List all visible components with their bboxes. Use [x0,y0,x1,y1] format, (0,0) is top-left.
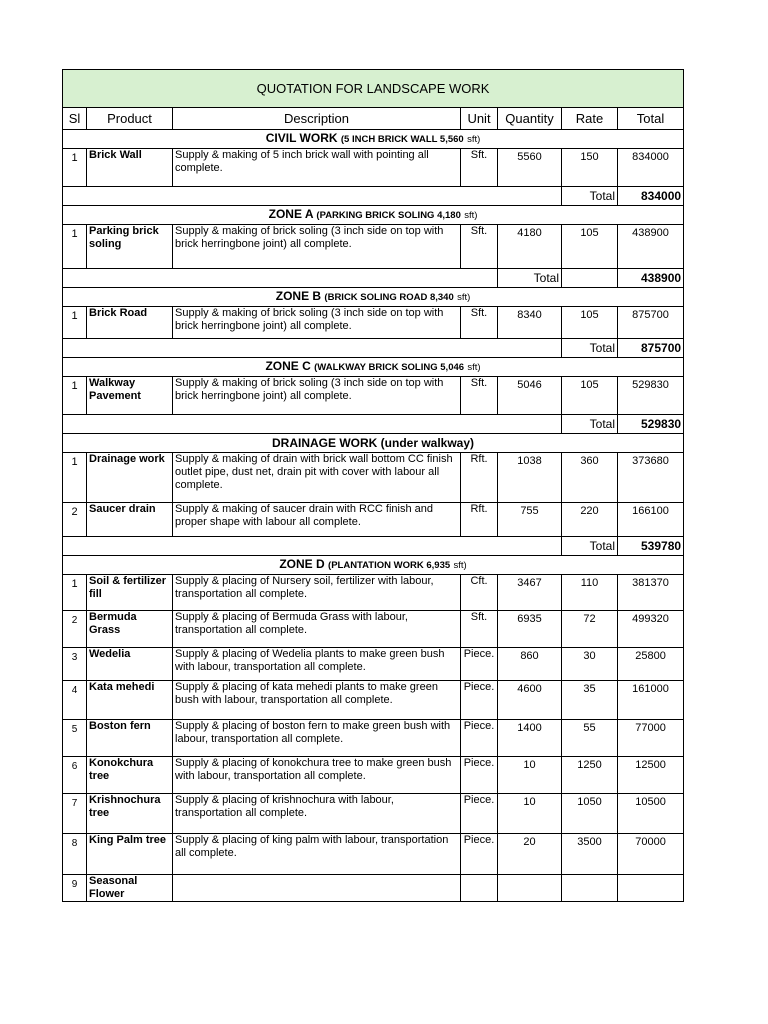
row-unit: Piece. [461,681,498,720]
section-zone-a [63,206,684,225]
section-title: DRAINAGE WORK [272,435,378,450]
section-note-unit: sft) [464,210,478,221]
row-sl: 2 [63,503,87,537]
row-rate: 35 [562,681,618,720]
section-zone-c [63,358,684,377]
section-title: ZONE C [265,359,311,373]
row-quantity: 860 [498,648,562,681]
row-sl: 9 [63,875,87,902]
total-value: 834000 [618,187,684,206]
row-description: Supply & making of drain with brick wall bottom CC finish outlet pipe, dust net, drain pit with cover with labour all complete. [173,453,461,503]
row-unit: Sft. [461,149,498,187]
row-product: Krishnochura tree [87,794,173,834]
row-quantity: 1400 [498,720,562,757]
row-unit: Sft. [461,307,498,339]
page-title: QUOTATION FOR LANDSCAPE WORK [63,70,684,108]
row-description: Supply & making of 5 inch brick wall with pointing all complete. [173,149,461,187]
header-product: Product [87,108,173,130]
row-product: Boston fern [87,720,173,757]
section-title: ZONE B [275,289,322,303]
total-row [63,415,684,434]
row-total: 166100 [618,503,684,537]
row-rate: 1250 [562,757,618,794]
row-total: 373680 [618,453,684,503]
table-row [63,503,684,537]
section-zone-b [63,288,684,307]
row-total: 12500 [618,757,684,794]
header-sl: Sl [63,108,87,130]
row-rate: 150 [562,149,618,187]
row-quantity: 3467 [498,575,562,611]
row-sl: 1 [63,453,87,503]
row-total: 875700 [618,307,684,339]
table-row [63,757,684,794]
row-product: Soil & fertilizer fill [87,575,173,611]
row-sl: 4 [63,681,87,720]
section-note: (5 INCH BRICK WALL 5,560 [340,134,464,145]
row-product: King Palm tree [87,834,173,875]
row-description: Supply & making of brick soling (3 inch side on top with brick herringbone joint) all complete. [173,307,461,339]
row-sl: 1 [63,225,87,269]
row-product: Kata mehedi [87,681,173,720]
section-note-unit: sft) [453,560,467,571]
row-sl: 5 [63,720,87,757]
row-product: Brick Road [87,307,173,339]
row-product: Walkway Pavement [87,377,173,415]
row-quantity: 755 [498,503,562,537]
row-description: Supply & making of saucer drain with RCC finish and proper shape with labour all complete. [173,503,461,537]
row-quantity [498,875,562,902]
row-total: 77000 [618,720,684,757]
total-label: Total [562,187,618,206]
row-sl: 2 [63,611,87,648]
header-total: Total [618,108,684,130]
row-unit: Cft. [461,575,498,611]
table-row [63,611,684,648]
row-rate: 105 [562,307,618,339]
header-unit: Unit [461,108,498,130]
table-row [63,681,684,720]
total-value: 539780 [618,537,684,556]
row-description: Supply & placing of boston fern to make green bush with labour, transportation all complete. [173,720,461,757]
table-row [63,834,684,875]
row-unit: Piece. [461,757,498,794]
row-sl: 1 [63,307,87,339]
section-zone-d [63,556,684,575]
row-unit: Piece. [461,794,498,834]
section-note-unit: sft) [467,134,481,145]
row-product: Konokchura tree [87,757,173,794]
row-rate: 105 [562,225,618,269]
row-sl: 8 [63,834,87,875]
row-rate [562,875,618,902]
table-row [63,453,684,503]
total-value: 529830 [618,415,684,434]
section-note: (PLANTATION WORK 6,935 [328,560,451,571]
row-total: 381370 [618,575,684,611]
row-description: Supply & making of brick soling (3 inch side on top with brick herringbone joint) all complete. [173,377,461,415]
section-note-unit: sft) [457,292,471,303]
section-note: (WALKWAY BRICK SOLING 5,046 [314,362,465,373]
table-row [63,377,684,415]
row-description: Supply & placing of Nursery soil, fertilizer with labour, transportation all complete. [173,575,461,611]
total-row [63,269,684,288]
row-rate: 30 [562,648,618,681]
table-row [63,307,684,339]
row-unit: Rft. [461,453,498,503]
header-description: Description [173,108,461,130]
row-quantity: 4600 [498,681,562,720]
row-sl: 1 [63,377,87,415]
row-total: 161000 [618,681,684,720]
total-value: 438900 [618,269,684,288]
row-description: Supply & placing of Wedelia plants to make green bush with labour, transportation all complete. [173,648,461,681]
row-unit: Piece. [461,834,498,875]
row-unit: Piece. [461,648,498,681]
row-product: Parking brick soling [87,225,173,269]
row-product: Wedelia [87,648,173,681]
row-total: 499320 [618,611,684,648]
row-total: 70000 [618,834,684,875]
row-description: Supply & placing of kata mehedi plants to make green bush with labour, transportation all complete. [173,681,461,720]
total-value: 875700 [618,339,684,358]
row-unit [461,875,498,902]
row-product: Seasonal Flower [87,875,173,902]
table-row [63,720,684,757]
row-sl: 7 [63,794,87,834]
row-product: Drainage work [87,453,173,503]
section-note: (BRICK SOLING ROAD 8,340 [324,292,454,303]
row-description: Supply & placing of krishnochura with labour, transportation all complete. [173,794,461,834]
row-product: Saucer drain [87,503,173,537]
row-quantity: 10 [498,757,562,794]
row-total: 25800 [618,648,684,681]
section-note: (under walkway) [380,435,475,450]
row-rate: 1050 [562,794,618,834]
section-title: ZONE A [268,207,314,221]
total-row [63,537,684,556]
row-unit: Sft. [461,377,498,415]
row-quantity: 5046 [498,377,562,415]
header-row [63,108,684,130]
header-rate: Rate [562,108,618,130]
total-row [63,187,684,206]
row-rate: 55 [562,720,618,757]
row-description: Supply & making of brick soling (3 inch side on top with brick herringbone joint) all complete. [173,225,461,269]
row-description: Supply & placing of Bermuda Grass with labour, transportation all complete. [173,611,461,648]
header-quantity: Quantity [498,108,562,130]
row-sl: 3 [63,648,87,681]
row-total: 834000 [618,149,684,187]
table-row [63,225,684,269]
row-sl: 1 [63,149,87,187]
table-row [63,794,684,834]
row-quantity: 4180 [498,225,562,269]
row-quantity: 10 [498,794,562,834]
row-unit: Piece. [461,720,498,757]
row-description: Supply & placing of konokchura tree to make green bush with labour, transportation all complete. [173,757,461,794]
table-row [63,648,684,681]
total-label: Total [562,415,618,434]
row-total: 438900 [618,225,684,269]
row-description [173,875,461,902]
row-unit: Rft. [461,503,498,537]
row-rate: 3500 [562,834,618,875]
row-rate: 360 [562,453,618,503]
quotation-table [62,69,684,902]
table-row [63,875,684,902]
row-total [618,875,684,902]
row-product: Bermuda Grass [87,611,173,648]
row-quantity: 5560 [498,149,562,187]
row-sl: 1 [63,575,87,611]
row-quantity: 1038 [498,453,562,503]
row-quantity: 6935 [498,611,562,648]
row-rate: 220 [562,503,618,537]
total-label: Total [562,537,618,556]
row-total: 10500 [618,794,684,834]
table-row [63,149,684,187]
row-rate: 72 [562,611,618,648]
row-unit: Sft. [461,225,498,269]
title-row [63,70,684,108]
section-note: (PARKING BRICK SOLING 4,180 [316,210,461,221]
section-note-unit: sft) [467,362,481,373]
row-sl: 6 [63,757,87,794]
row-quantity: 8340 [498,307,562,339]
table-row [63,575,684,611]
section-civil-work [63,130,684,149]
row-total: 529830 [618,377,684,415]
row-rate: 105 [562,377,618,415]
total-label: Total [498,269,562,288]
total-row [63,339,684,358]
section-drainage-work [63,434,684,453]
row-product: Brick Wall [87,149,173,187]
row-unit: Sft. [461,611,498,648]
row-quantity: 20 [498,834,562,875]
row-rate: 110 [562,575,618,611]
row-description: Supply & placing of king palm with labour, transportation all complete. [173,834,461,875]
total-label: Total [562,339,618,358]
section-title: ZONE D [279,557,325,571]
section-title: CIVIL WORK [265,131,338,145]
